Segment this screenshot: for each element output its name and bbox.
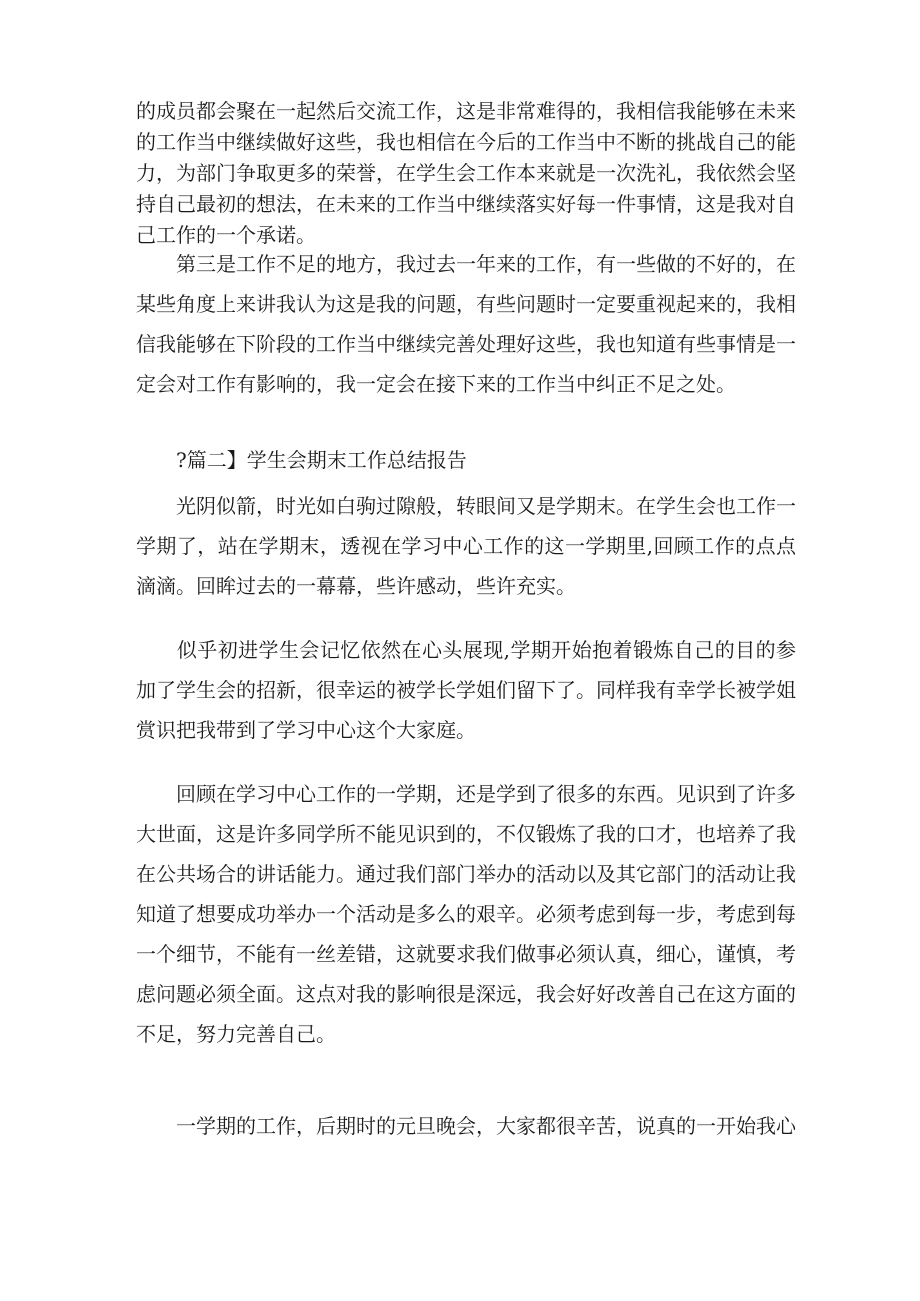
text-line: 持自己最初的想法，在未来的工作当中继续落实好每一件事情，这是我对自 — [136, 192, 796, 216]
text-line: 一学期的工作，后期时的元旦晚会，大家都很辛苦，说真的一开始我心 — [136, 1114, 796, 1138]
paragraph-2 — [136, 244, 796, 404]
paragraph-5 — [136, 774, 796, 1054]
text-line: 似乎初进学生会记忆依然在心头展现,学期开始抱着锻炼自己的目的参 — [136, 638, 796, 662]
paragraph-4 — [136, 630, 796, 750]
text-line: 第三是工作不足的地方，我过去一年来的工作，有一些做的不好的，在 — [136, 252, 796, 276]
text-line: 学期了，站在学期末，透视在学习中心工作的这一学期里,回顾工作的点点 — [136, 534, 796, 558]
text-line: 某些角度上来讲我认为这是我的问题，有些问题时一定要重视起来的，我相 — [136, 292, 796, 316]
text-line: 光阴似箭，时光如白驹过隙般，转眼间又是学期末。在学生会也工作一 — [136, 494, 796, 518]
text-line: 力，为部门争取更多的荣誉，在学生会工作本来就是一次洗礼，我依然会坚 — [136, 161, 796, 185]
text-line: 回顾在学习中心工作的一学期，还是学到了很多的东西。见识到了许多 — [136, 782, 796, 806]
paragraph-3 — [136, 486, 796, 606]
text-line: 知道了想要成功举办一个活动是多么的艰辛。必须考虑到每一步，考虑到每 — [136, 902, 796, 926]
text-line: 虑问题必须全面。这点对我的影响很是深远，我会好好改善自己在这方面的 — [136, 982, 796, 1006]
text-line: 加了学生会的招新，很幸运的被学长学姐们留下了。同样我有幸学长被学姐 — [136, 678, 796, 702]
text-line: 赏识把我带到了学习中心这个大家庭。 — [136, 718, 476, 742]
paragraph-1 — [136, 96, 796, 251]
text-line: 一个细节，不能有一丝差错，这就要求我们做事必须认真，细心，谨慎，考 — [136, 942, 796, 966]
text-line: 滴滴。回眸过去的一幕幕，些许感动，些许充实。 — [136, 574, 576, 598]
text-line: 定会对工作有影响的，我一定会在接下来的工作当中纠正不足之处。 — [136, 372, 736, 396]
text-line: 不足，努力完善自己。 — [136, 1022, 336, 1046]
text-line: 信我能够在下阶段的工作当中继续完善处理好这些，我也知道有些事情是一 — [136, 332, 796, 356]
text-line: 大世面，这是许多同学所不能见识到的，不仅锻炼了我的口才，也培养了我 — [136, 822, 796, 846]
paragraph-6 — [136, 1106, 796, 1146]
text-line: 在公共场合的讲话能力。通过我们部门举办的活动以及其它部门的活动让我 — [136, 862, 796, 886]
text-line: 己工作的一个承诺。 — [136, 223, 316, 247]
text-line: 的工作当中继续做好这些，我也相信在今后的工作当中不断的挑战自己的能 — [136, 130, 796, 154]
section-heading: ?篇二】学生会期末工作总结报告 — [136, 448, 467, 472]
text-line: 的成员都会聚在一起然后交流工作，这是非常难得的，我相信我能够在未来 — [136, 99, 796, 123]
